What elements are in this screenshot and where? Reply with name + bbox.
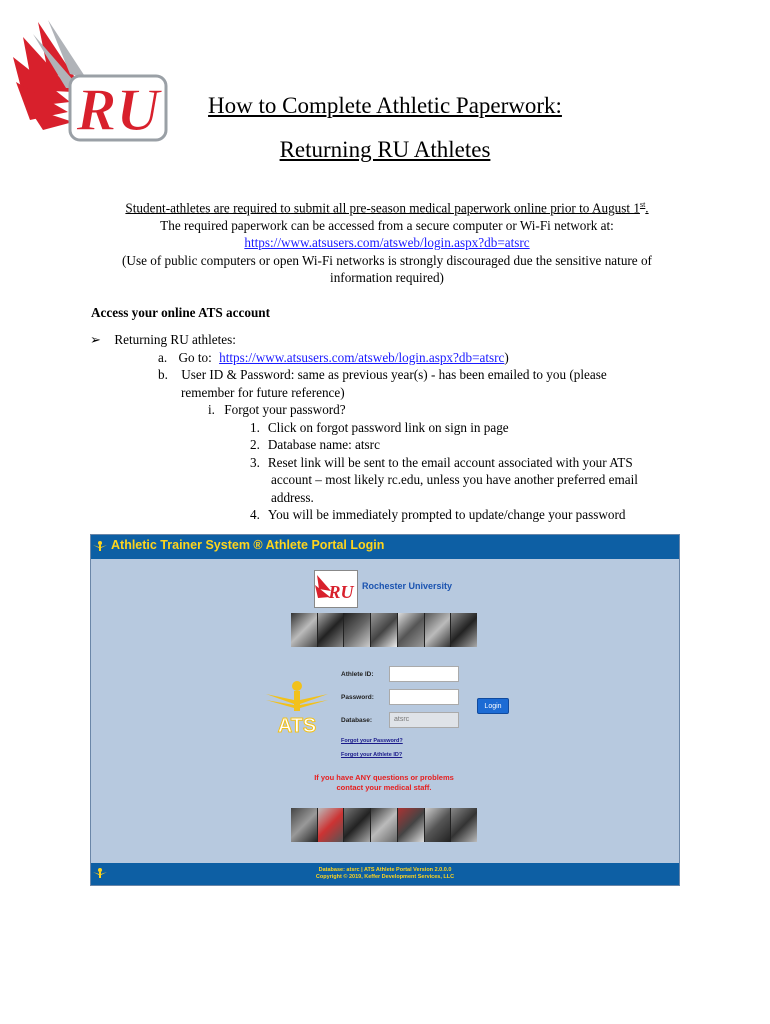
step-text: address.	[271, 489, 314, 505]
step-text: You will be immediately prompted to update/change your password	[267, 507, 626, 522]
item-b-line1: User ID & Password: same as previous year(s) - has been emailed to you (please	[181, 367, 607, 382]
portal-header	[91, 535, 679, 559]
password-input[interactable]	[389, 689, 459, 705]
intro-line4: (Use of public computers or open Wi-Fi networks is strongly discouraged due the sensitive nature of	[122, 252, 652, 268]
step-line	[250, 454, 633, 472]
ats-logo	[266, 680, 328, 736]
ats-mini-icon	[93, 540, 107, 554]
warning-line2: contact your medical staff.	[336, 783, 432, 792]
intro-line1: Student-athletes are required to submit all pre-season medical paperwork online prior to August 1	[125, 200, 640, 216]
forgot-athlete-id-link[interactable]: Forgot your Athlete ID?	[341, 752, 403, 758]
university-name: Rochester University	[362, 581, 453, 591]
rochester-logo	[314, 570, 358, 608]
item-i-text: Forgot your password?	[224, 402, 346, 417]
contact-warning	[291, 773, 477, 793]
ru-wing-logo	[8, 12, 168, 147]
photo-strip-bottom	[291, 808, 477, 842]
step-line	[271, 489, 314, 507]
step-text: account – most likely rc.edu, unless you have another preferred email	[271, 472, 638, 487]
ru-logo-text: RU	[76, 77, 160, 143]
item-a-link[interactable]: https://www.atsusers.com/atsweb/login.aspx?db=atsrc	[219, 349, 505, 365]
step-number: 1.	[250, 419, 260, 435]
step-line	[250, 436, 380, 454]
portal-ru-text: RU	[328, 582, 354, 602]
portal-footer-text	[91, 867, 679, 881]
access-heading: Access your online ATS account	[91, 305, 271, 320]
intro-paragraph	[92, 196, 682, 287]
password-label: Password:	[341, 694, 374, 701]
bullet-text: Returning RU athletes:	[114, 332, 236, 347]
athlete-id-label: Athlete ID:	[341, 671, 374, 678]
step-number: 2.	[250, 437, 260, 452]
ats-login-link[interactable]: https://www.atsusers.com/atsweb/login.aspx?db=atsrc	[244, 235, 530, 251]
database-input[interactable]: atsrc	[389, 712, 459, 728]
step-text: Click on forgot password link on sign in page	[267, 419, 509, 435]
database-label: Database:	[341, 717, 373, 724]
item-a-marker: a.	[158, 349, 168, 365]
athlete-id-input[interactable]	[389, 666, 459, 682]
ats-logo-text: ATS	[277, 715, 317, 736]
intro-line1-sup: st	[639, 200, 646, 209]
footer-line1: Database: atsrc | ATS Athlete Portal Version 2.0.0.0	[318, 867, 452, 873]
ats-portal-screenshot	[90, 534, 680, 886]
intro-line1-end: .	[645, 200, 649, 216]
item-a-text: Go to:	[178, 349, 212, 365]
warning-line1: If you have ANY questions or problems	[314, 773, 454, 782]
intro-line5: information required)	[330, 270, 444, 286]
step-text: Reset link will be sent to the email account associated with your ATS	[267, 454, 633, 470]
login-button[interactable]: Login	[477, 698, 509, 714]
item-b-marker: b.	[158, 367, 168, 382]
page-title-line2: Returning RU Athletes	[279, 137, 491, 162]
step-line	[250, 419, 509, 437]
item-b-line2: remember for future reference)	[181, 384, 345, 400]
step-number: 4.	[250, 507, 260, 522]
arrow-bullet-icon: ➢	[90, 332, 102, 347]
portal-footer	[91, 863, 679, 885]
intro-line2: The required paperwork can be accessed from a secure computer or Wi-Fi network at:	[160, 217, 614, 233]
step-line	[250, 506, 625, 524]
item-i-marker: i.	[208, 402, 215, 417]
footer-line2: Copyright © 2019, Keffer Development Services, LLC	[315, 874, 455, 880]
portal-title: Athletic Trainer System ® Athlete Portal Login	[111, 538, 385, 552]
item-a-close: )	[504, 349, 509, 365]
step-number: 3.	[250, 454, 260, 470]
photo-strip-top	[291, 613, 477, 647]
step-line	[271, 471, 638, 489]
page-title-line1: How to Complete Athletic Paperwork:	[208, 93, 562, 118]
forgot-password-link[interactable]: Forgot your Password?	[341, 738, 403, 744]
step-text: Database name: atsrc	[267, 437, 380, 452]
